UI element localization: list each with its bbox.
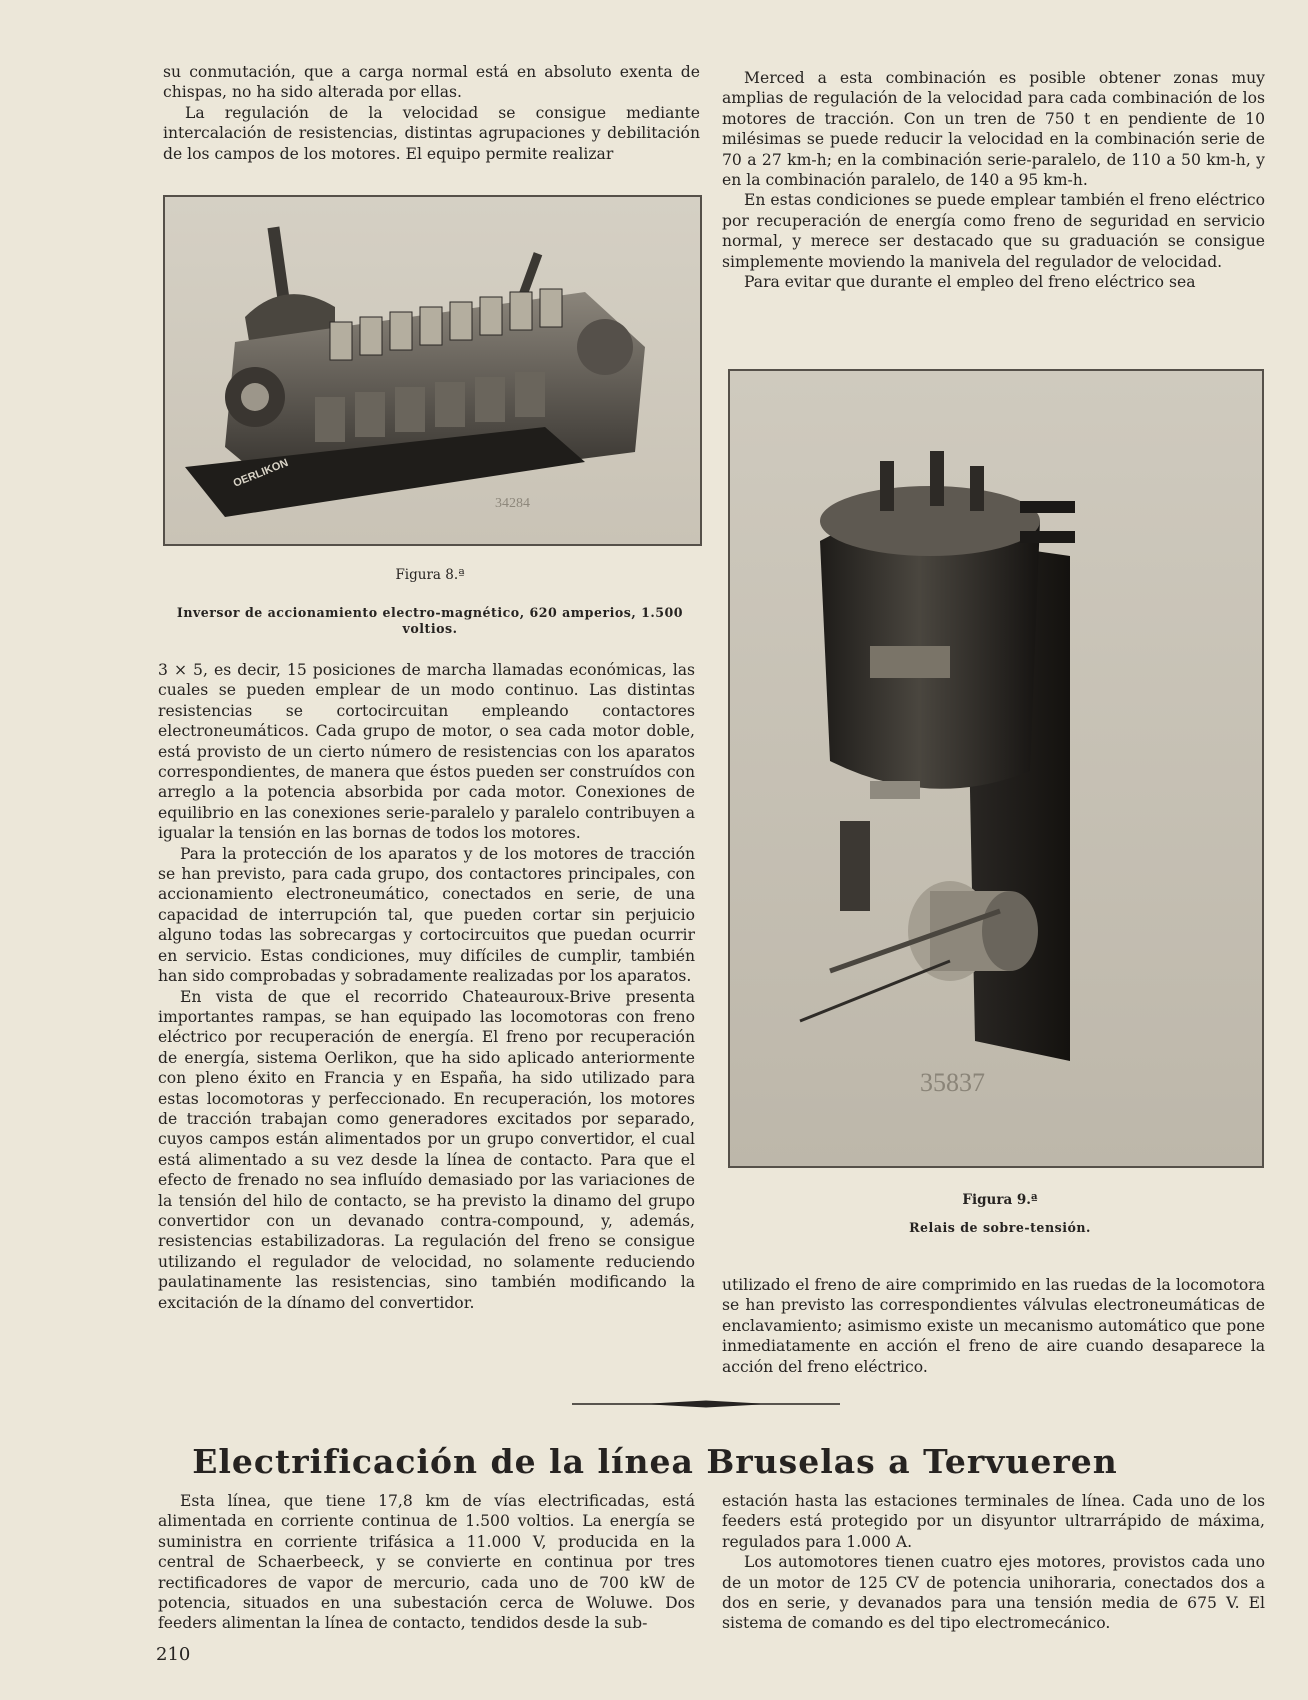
paragraph: su conmutación, que a carga normal está en absoluto exenta de chispas, no ha sido alterada por ellas.: [163, 63, 700, 102]
figure-label: Figura 9.ª: [962, 1192, 1038, 1208]
brand-plate-text: OERLIKON: [231, 456, 290, 490]
photo-number: 35837: [920, 1068, 985, 1097]
right-column-bottom: [722, 1275, 1265, 1377]
paragraph: 3 × 5, es decir, 15 posiciones de marcha llamadas económicas, las cuales se pueden emplear de un modo continuo. Las distintas resistencias se cortocircuitan empleando contactores electroneumáticos. Cada grupo de motor, o sea cada motor doble, está provisto de un cierto número de resistencias con los aparatos correspondientes, de manera que éstos pueden ser construídos con arreglo a la potencia absorbida por cada motor. Conexiones de equilibrio en las conexiones serie-paralelo y paralelo contribuyen a igualar la tensión en las bornas de todos los motores.: [158, 661, 695, 843]
article-left-column: [158, 1491, 695, 1634]
paragraph: Los automotores tienen cuatro ejes motores, provistos cada uno de un motor de 125 CV de potencia unihoraria, conectados dos a dos en serie, y devanados para una tensión media de 675 V. El sistema de comando es del tipo electromecánico.: [722, 1553, 1265, 1633]
paragraph: La regulación de la velocidad se consigue mediante intercalación de resistencias, distintas agrupaciones y debilitación de los campos de los motores. El equipo permite realizar: [163, 103, 700, 163]
relay-illustration: [730, 371, 1262, 1166]
reverser-illustration: [165, 197, 700, 544]
paragraph: estación hasta las estaciones terminales de línea. Cada uno de los feeders está protegido por un disyuntor ultrarrápido de máxima, regulados para 1.000 A.: [722, 1492, 1265, 1551]
figure-9-photo: [728, 369, 1264, 1168]
left-column-bottom: [158, 660, 695, 1313]
paragraph: En estas condiciones se puede emplear también el freno eléctrico por recuperación de energía como freno de seguridad en servicio normal, y merece ser destacado que su graduación se consigue simplemente moviendo la manivela del regulador de velocidad.: [722, 191, 1265, 271]
paragraph: Merced a esta combinación es posible obtener zonas muy amplias de regulación de la velocidad para cada combinación de los motores de tracción. Con un tren de 750 t en pendiente de 10 milésimas se puede reducir la velocidad en la combinación serie de 70 a 27 km-h; en la combinación serie-paralelo, de 110 a 50 km-h, y en la combinación paralelo, de 140 a 95 km-h.: [722, 69, 1265, 190]
figure-caption-text: Inversor de accionamiento electro-magnético, 620 amperios, 1.500 voltios.: [176, 605, 684, 636]
article-title: Electrificación de la línea Bruselas a Tervueren: [192, 1442, 1118, 1481]
figure-8-caption: [160, 567, 700, 637]
section-divider: [572, 1400, 840, 1408]
photo-number: 34284: [495, 496, 530, 511]
left-column-top: [163, 62, 700, 164]
paragraph: utilizado el freno de aire comprimido en las ruedas de la locomotora se han previsto las correspondientes válvulas electroneumáticas de enclavamiento; asimismo existe un mecanismo automático que pone inmediatamente en acción el freno de aire cuando desaparece la acción del freno eléctrico.: [722, 1276, 1265, 1376]
paragraph: Para evitar que durante el empleo del freno eléctrico sea: [744, 273, 1196, 292]
paragraph: Esta línea, que tiene 17,8 km de vías electrificadas, está alimentada en corriente continua de 1.500 voltios. La energía se suministra en corriente trifásica a 11.000 V, producida en la central de Schaerbeeck, y se convierte en continua por tres rectificadores de vapor de mercurio, cada uno de 700 kW de potencia, situados en una subestación cerca de Woluwe. Dos feeders alimentan la línea de contacto, tendidos desde la sub-: [158, 1492, 695, 1633]
right-column-top: [722, 68, 1265, 292]
figure-caption-text: Relais de sobre-tensión.: [909, 1220, 1091, 1235]
figure-8-photo: [163, 195, 702, 546]
paragraph: En vista de que el recorrido Chateauroux-Brive presenta importantes rampas, se han equipado las locomotoras con freno eléctrico por recuperación de energía. El freno por recuperación de energía, sistema Oerlikon, que ha sido aplicado anteriormente con pleno éxito en Francia y en España, ha sido utilizado para estas locomotoras y perfeccionado. En recuperación, los motores de tracción trabajan como generadores excitados por separado, cuyos campos están alimentados por un grupo convertidor, el cual está alimentado a su vez desde la línea de contacto. Para que el efecto de frenado no sea influído demasiado por las variaciones de la tensión del hilo de contacto, se ha previsto la dinamo del grupo convertidor con un devanado contra-compound, y, además, resistencias estabilizadoras. La regulación del freno se consigue utilizando el regulador de velocidad, no solamente reduciendo paulatinamente las resistencias, sino también modificando la excitación de la dínamo del convertidor.: [158, 987, 695, 1312]
page-number: 210: [156, 1644, 191, 1665]
article-right-column: [722, 1491, 1265, 1634]
figure-9-caption: [870, 1192, 1130, 1236]
paragraph: Para la protección de los aparatos y de los motores de tracción se han previsto, para cada grupo, dos contactores principales, con accionamiento electroneumático, conectados en serie, de una capacidad de interrupción tal, que pueden cortar sin perjuicio alguno todas las sobrecargas y cortocircuitos que puedan ocurrir en servicio. Estas condiciones, muy difíciles de cumplir, también han sido comprobadas y sobradamente realizadas por los aparatos.: [158, 844, 695, 986]
figure-label: Figura 8.ª: [395, 567, 465, 583]
